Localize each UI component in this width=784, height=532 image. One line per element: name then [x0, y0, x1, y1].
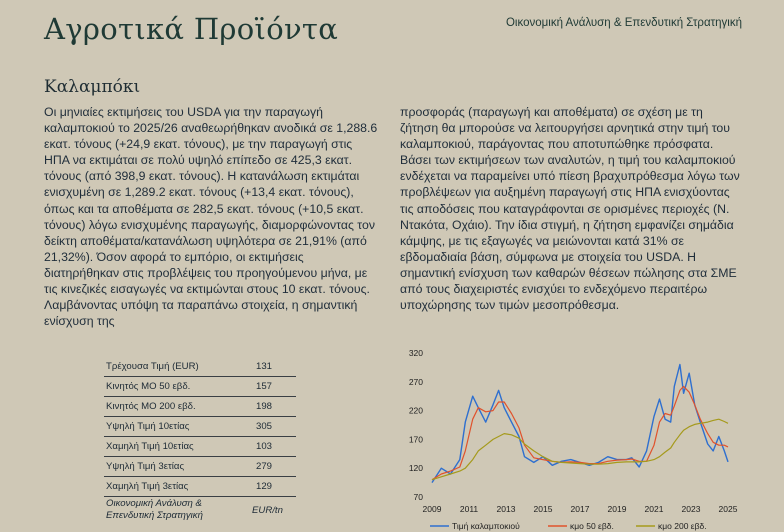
stats-row [104, 477, 296, 497]
stats-label: Τρέχουσα Τιμή (EUR) [104, 357, 232, 377]
corn-price-chart [400, 345, 750, 532]
table-source: Οικονομική Ανάλυση & Επενδυτική Στρατηγική [106, 498, 203, 521]
stats-label: Κινητός ΜΟ 200 εβδ. [104, 397, 232, 417]
x-tick-label: 2019 [607, 504, 627, 514]
stats-row [104, 417, 296, 437]
stats-row [104, 437, 296, 457]
stats-label: Χαμηλή Τιμή 3ετίας [104, 477, 232, 497]
stats-value: 131 [232, 357, 296, 377]
y-tick-label: 70 [413, 492, 423, 502]
header-subtitle: Οικονομική Ανάλυση & Επενδυτική Στρατηγική [505, 17, 742, 29]
stats-label: Υψηλή Τιμή 3ετίας [104, 457, 232, 477]
stats-label: Κινητός ΜΟ 50 εβδ. [104, 377, 232, 397]
y-tick-label: 170 [408, 434, 423, 445]
stats-row [104, 397, 296, 417]
stats-value: 157 [232, 377, 296, 397]
legend-label: Τιμή καλαμποκιού [452, 521, 520, 531]
x-tick-label: 2017 [570, 504, 590, 514]
section-title: Καλαμπόκι [44, 77, 141, 97]
stats-row [104, 457, 296, 477]
x-tick-label: 2011 [459, 504, 479, 514]
series-line-2 [432, 419, 728, 480]
y-tick-label: 270 [408, 376, 423, 387]
stats-value: 305 [232, 417, 296, 437]
table-unit: EUR/tn [252, 505, 283, 516]
x-tick-label: 2021 [644, 504, 664, 514]
legend-label: κμο 50 εβδ. [570, 521, 614, 531]
legend-label: κμο 200 εβδ. [658, 521, 707, 531]
stats-value: 103 [232, 437, 296, 457]
x-tick-label: 2015 [533, 504, 553, 514]
stats-table [104, 357, 296, 497]
stats-value: 279 [232, 457, 296, 477]
y-tick-label: 120 [408, 463, 423, 474]
stats-row [104, 377, 296, 397]
x-tick-label: 2023 [681, 504, 701, 514]
body-text-right: προσφοράς (παραγωγή και αποθέματα) σε σχέση με τη ζήτηση θα μπορούσε να λειτουργήσει αρνητικά στην τιμή του καλαμποκιού, παράγοντας που αποτυπώθηκε πρόσφατα. Βάσει των εκτιμήσεων των αναλυτών, η τιμή του καλαμποκιού ενδέχεται να παραμείνει υπό πίεση βραχυπρόθεσμα λόγω των προβλέψεων για αυξημένη παραγωγή στις ΗΠΑ ενισχύοντας τις αποδόσεις που καταγράφονται σε ορισμένες περιοχές (Ν. Ντακότα, Οχάιο). Την ίδια στιγμή, η ζήτηση εμφανίζει σημάδια κάμψης, με τις εξαγωγές να μειώνονται κατά 31% σε εβδομαδιαία βάση, σύμφωνα με στοιχεία του USDA. Η σημαντική ενίσχυση των καθαρών θέσεων πώλησης στα ΣΜΕ από τους διαχειριστές ενισχύει το ενδεχόμενο περαιτέρω υποχώρησης των τιμών μεσοπρόθεσμα. [400, 105, 740, 313]
series-line-0 [432, 365, 728, 483]
stats-value: 129 [232, 477, 296, 497]
page-title: Αγροτικά Προϊόντα [44, 12, 339, 46]
stats-label: Υψηλή Τιμή 10ετίας [104, 417, 232, 437]
x-tick-label: 2009 [422, 504, 442, 514]
stats-label: Χαμηλή Τιμή 10ετίας [104, 437, 232, 457]
x-tick-label: 2013 [496, 504, 516, 514]
stats-value: 198 [232, 397, 296, 417]
stats-row [104, 357, 296, 377]
x-tick-label: 2025 [718, 504, 738, 514]
y-tick-label: 320 [408, 348, 423, 358]
body-text-left: Οι μηνιαίες εκτιμήσεις του USDA για την παραγωγή καλαμποκιού το 2025/26 αναθεωρήθηκαν ανοδικά σε 1,288.6 εκατ. τόνους (+24,9 εκατ. τόνους), με την παραγωγή στις ΗΠΑ να εκτιμάται σε πολύ υψηλό επίπεδο σε 425,3 εκατ. τόνους (από 398,9 εκατ. τόνους). Η κατανάλωση εκτιμάται ενισχυμένη σε 1,289.2 εκατ. τόνους (+13,4 εκατ. τόνους), όπως και τα αποθέματα σε 282,5 εκατ. τόνους (+10,5 εκατ. τόνους) λόγω ενισχυμένης παραγωγής, διαμορφώνοντας τον δείκτη αποθέματα/κατανάλωση υψηλότερα σε 21,91% (από 21,32%). Όσον αφορά το εμπόριο, οι εκτιμήσεις διατηρήθηκαν στις προβλέψεις του προηγούμενου μήνα, με τις κινεζικές εισαγωγές να εκτιμώνται στους 10 εκατ. τόνους. Λαμβάνοντας υπόψη τα παραπάνω στοιχεία, η σημαντική ενίσχυση της [44, 105, 378, 329]
series-line-1 [432, 386, 728, 479]
y-tick-label: 220 [408, 405, 423, 416]
